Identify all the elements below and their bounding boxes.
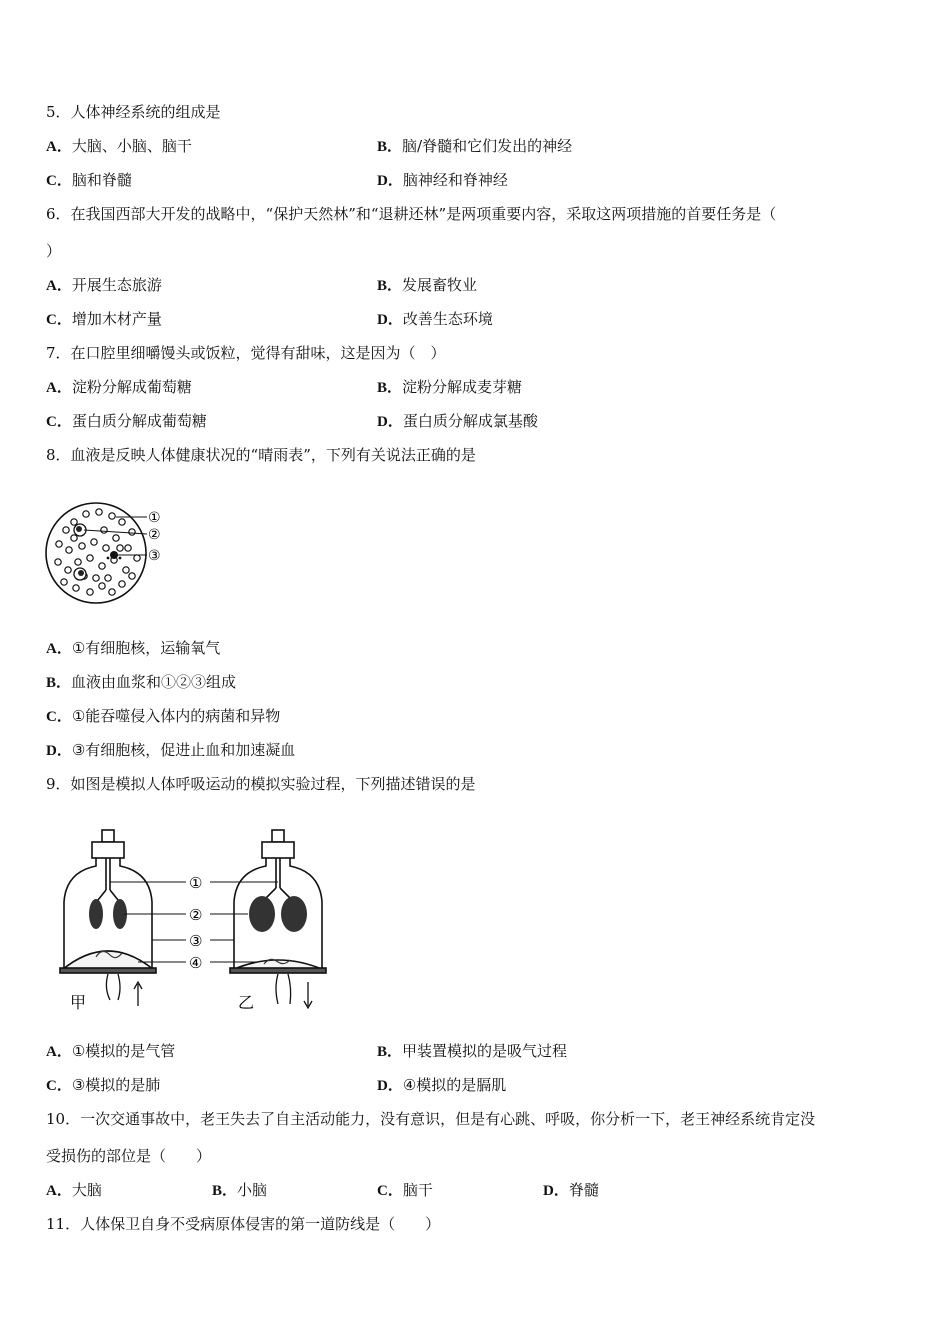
q9-stem: 9．如图是模拟人体呼吸运动的模拟实验过程，下列描述错误的是 (46, 775, 476, 793)
q7-option-c (46, 411, 207, 432)
q11-stem: 11．人体保卫自身不受病原体侵害的第一道防线是（ ） (46, 1215, 441, 1233)
label-2: ② (189, 906, 203, 924)
option-text: ④模拟的是膈肌 (402, 1076, 507, 1094)
label-4: ④ (189, 954, 203, 972)
label-jia: 甲 (70, 993, 87, 1012)
q9-option-c (46, 1075, 160, 1096)
option-letter: D． (377, 312, 403, 328)
option-letter: A． (46, 278, 72, 294)
q6-option-b (377, 275, 477, 296)
q5-stem: 5．人体神经系统的组成是 (46, 103, 221, 121)
option-letter: C． (46, 312, 72, 328)
option-letter: A． (46, 380, 72, 396)
option-text: 血液由血浆和①②③组成 (71, 673, 237, 691)
q10-option-a (46, 1180, 102, 1201)
option-letter: A． (46, 1044, 72, 1060)
option-letter: A． (46, 1183, 72, 1199)
option-letter: B． (377, 139, 403, 155)
option-letter: C． (46, 1078, 72, 1094)
option-text: ①模拟的是气管 (71, 1042, 176, 1060)
option-letter: D． (377, 173, 403, 189)
option-letter: B． (46, 675, 72, 691)
q10-stem-line2: 受损伤的部位是（ ） (46, 1147, 212, 1165)
option-letter: D． (543, 1183, 569, 1199)
blood-smear-figure (44, 500, 174, 610)
option-text: 脊髓 (568, 1181, 599, 1199)
option-letter: C． (46, 414, 72, 430)
option-text: 蛋白质分解成葡萄糖 (71, 412, 207, 430)
option-letter: D． (46, 743, 72, 759)
option-text: 脑/脊髓和它们发出的神经 (402, 137, 573, 155)
q8-option-a (46, 638, 220, 659)
option-text: 发展畜牧业 (402, 276, 478, 294)
jar-yi (230, 830, 326, 973)
q5-option-a (46, 136, 192, 157)
option-text: 大脑 (71, 1181, 102, 1199)
jar-jia (60, 830, 156, 973)
q9-option-a (46, 1041, 175, 1062)
option-text: 脑和脊髓 (71, 171, 132, 189)
option-text: ①有细胞核，运输氧气 (71, 639, 221, 657)
breathing-model-figure (58, 822, 338, 1017)
q9-option-b (377, 1041, 567, 1062)
option-letter: B． (212, 1183, 238, 1199)
option-text: 蛋白质分解成氯基酸 (402, 412, 538, 430)
option-text: ③有细胞核，促进止血和加速凝血 (71, 741, 296, 759)
q6-stem-line1: 6．在我国西部大开发的战略中，“保护天然林”和“退耕还林”是两项重要内容，采取这两项措施的首要任务是（ (46, 205, 777, 223)
q6-option-a (46, 275, 162, 296)
q5-option-b (377, 136, 572, 157)
option-text: 甲装置模拟的是吸气过程 (402, 1042, 568, 1060)
q10-option-c (377, 1180, 433, 1201)
label-yi: 乙 (238, 993, 255, 1012)
q8-option-c (46, 706, 280, 727)
q10-option-b (212, 1180, 267, 1201)
smear-outline (46, 503, 146, 603)
option-letter: D． (377, 1078, 403, 1094)
q7-option-b (377, 377, 522, 398)
option-text: 改善生态环境 (402, 310, 493, 328)
q6-stem-line2: ） (46, 242, 62, 260)
label-1: ① (189, 874, 203, 892)
option-text: ①能吞噬侵入体内的病菌和异物 (71, 707, 281, 725)
q8-stem: 8．血液是反映人体健康状况的“晴雨表”，下列有关说法正确的是 (46, 446, 476, 464)
label-3: ③ (148, 548, 161, 564)
q7-option-d (377, 411, 538, 432)
q10-stem-line1: 10．一次交通事故中，老王失去了自主活动能力，没有意识，但是有心跳、呼吸，你分析一下，老王神经系统肯定没 (46, 1110, 816, 1128)
q6-option-d (377, 309, 493, 330)
option-text: ③模拟的是肺 (71, 1076, 161, 1094)
option-letter: B． (377, 1044, 403, 1060)
q9-option-d (377, 1075, 506, 1096)
option-text: 开展生态旅游 (71, 276, 162, 294)
lung-left-jia (89, 899, 103, 929)
q5-option-d (377, 170, 508, 191)
option-text: 小脑 (237, 1181, 268, 1199)
option-letter: D． (377, 414, 403, 430)
q8-option-d (46, 740, 295, 761)
label-2: ② (148, 527, 161, 543)
option-text: 脑神经和脊神经 (402, 171, 508, 189)
option-text: 大脑、小脑、脑干 (71, 137, 192, 155)
q8-option-b (46, 672, 236, 693)
label-1: ① (148, 510, 161, 526)
q7-option-a (46, 377, 192, 398)
lung-right-yi (281, 896, 307, 932)
option-letter: C． (377, 1183, 403, 1199)
option-letter: B． (377, 380, 403, 396)
option-letter: A． (46, 641, 72, 657)
option-text: 脑干 (402, 1181, 433, 1199)
q5-option-c (46, 170, 132, 191)
option-text: 增加木材产量 (71, 310, 162, 328)
option-letter: B． (377, 278, 403, 294)
q10-option-d (543, 1180, 599, 1201)
label-3: ③ (189, 932, 203, 950)
option-letter: C． (46, 709, 72, 725)
lung-left-yi (249, 896, 275, 932)
option-text: 淀粉分解成麦芽糖 (402, 378, 523, 396)
option-letter: C． (46, 173, 72, 189)
q6-option-c (46, 309, 162, 330)
option-letter: A． (46, 139, 72, 155)
option-text: 淀粉分解成葡萄糖 (71, 378, 192, 396)
q7-stem: 7．在口腔里细嚼馒头或饭粒，觉得有甜味，这是因为（ ） (46, 344, 446, 362)
